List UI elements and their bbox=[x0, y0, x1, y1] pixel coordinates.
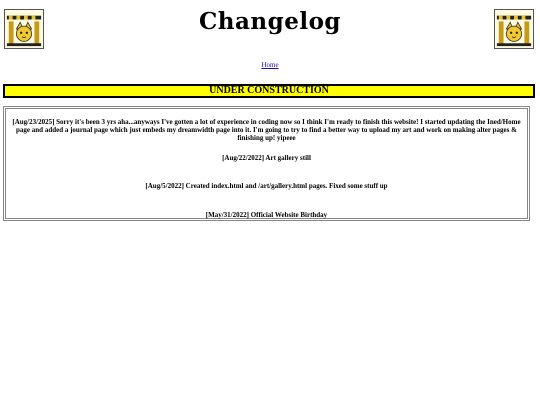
changelog-entry: [Aug/22/2022] Art gallery still bbox=[222, 154, 311, 162]
cat-mascot-icon bbox=[5, 10, 43, 48]
logo-right bbox=[494, 9, 534, 49]
page-title: Changelog bbox=[198, 8, 342, 35]
changelog-box bbox=[3, 106, 530, 221]
under-construction-banner: UNDER CONSTRUCTION bbox=[3, 84, 535, 98]
nav-bar bbox=[0, 61, 540, 69]
changelog-entry: [Aug/23/2025] Sorry it's been 3 yrs aha...anyways I've gotten a lot of experience in coding now so I think I'm ready to finish this website! I started updating the Ined/Home page and added a journal page which just embeds my dreamwidth page into it. I'm going to try to find a better way to upload my art and work on making alter pages & finishing up! yipeee bbox=[12, 118, 521, 142]
home-link[interactable]: Home bbox=[261, 61, 279, 69]
cat-mascot-icon bbox=[495, 10, 533, 48]
changelog-entry: [Aug/5/2022] Created index.html and /art/gallery.html pages. Fixed some stuff up bbox=[145, 182, 388, 190]
changelog-entry: [May/31/2022] Official Website Birthday bbox=[205, 211, 328, 219]
logo-left bbox=[4, 9, 44, 49]
